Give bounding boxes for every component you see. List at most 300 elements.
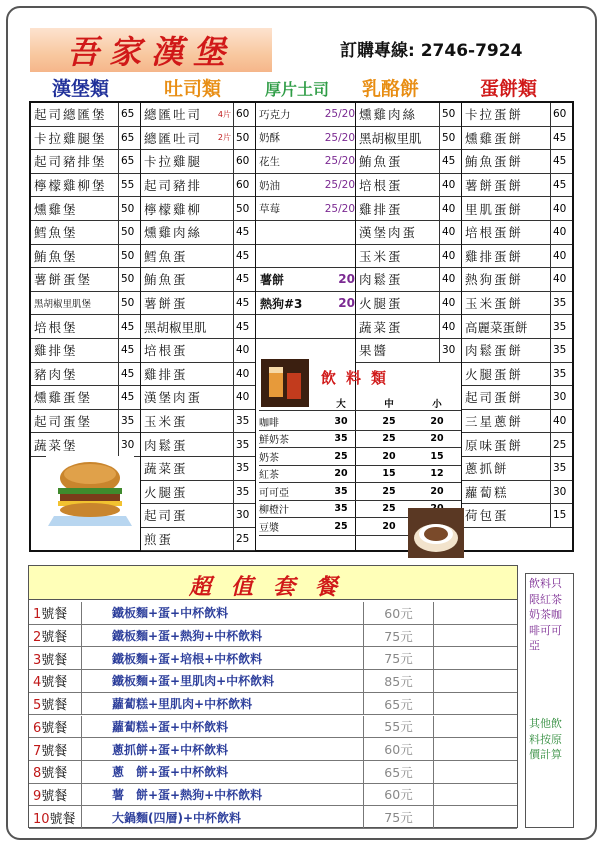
shop-name: 吾家漢堡: [66, 33, 235, 71]
menu-row: [256, 103, 355, 127]
set-meal-description: 蔥抓餅+蛋+中杯飲料: [81, 738, 363, 760]
item-name: 漢堡肉蛋: [359, 225, 418, 241]
menu-row: [141, 315, 255, 339]
menu-row: [31, 292, 140, 316]
menu-row: [141, 410, 255, 434]
item-price: 50: [233, 127, 255, 150]
menu-row: [141, 103, 255, 127]
item-name: 培根蛋餅: [465, 225, 524, 241]
item-name: 黑胡椒里肌: [144, 319, 207, 335]
category-toast: 吐司類: [164, 78, 222, 100]
beverage-size-label: 中: [384, 398, 394, 410]
item-price: 35: [118, 410, 140, 433]
category-burgers: 漢堡類: [52, 78, 110, 100]
item-name: 黑胡椒里肌: [359, 130, 422, 146]
beverage-row: [259, 448, 461, 466]
beverage-name: 鮮奶茶: [259, 435, 289, 447]
set-meal-index: 9: [33, 788, 42, 804]
item-name: 蘿蔔糕: [465, 484, 509, 500]
set-meal-index: 10: [33, 811, 50, 827]
beverage-price: 25: [382, 433, 396, 445]
beverage-price: 25: [382, 503, 396, 515]
item-price: 45: [233, 292, 255, 315]
beverage-price: 20: [382, 520, 396, 532]
beverage-price: 25: [334, 450, 348, 462]
set-meal-unit: 號餐: [41, 720, 68, 736]
item-name: 鱈魚堡: [34, 225, 78, 241]
set-meal-price: 75元: [363, 647, 433, 669]
item-name: 起司蛋堡: [34, 414, 93, 430]
set-meal-row: [29, 784, 517, 807]
set-meal-price: 60元: [363, 784, 433, 806]
item-price: 30: [439, 339, 461, 362]
item-price: 60: [233, 150, 255, 173]
menu-row: [31, 410, 140, 434]
item-price: 35: [233, 481, 255, 504]
item-name: 蔬菜蛋: [359, 319, 403, 335]
item-price: 45: [118, 315, 140, 338]
set-meal-index: 7: [33, 743, 42, 759]
menu-row: [141, 245, 255, 269]
item-note: 2片: [217, 133, 231, 143]
beverage-row: [259, 483, 461, 501]
item-name: 燻雞堡: [34, 201, 78, 217]
menu-row: [141, 127, 255, 151]
set-meal-unit: 號餐: [41, 698, 68, 714]
item-name: 總匯吐司: [144, 107, 203, 123]
set-meal-title: 超值套餐: [189, 575, 358, 600]
menu-row: [31, 433, 140, 457]
item-price: 40: [439, 245, 461, 268]
set-meal-unit: 號餐: [41, 652, 68, 668]
item-price: 35: [550, 457, 572, 480]
beverage-name: 咖啡: [259, 417, 279, 429]
menu-row: [462, 433, 572, 457]
menu-row: [356, 245, 461, 269]
beverage-price: 20: [430, 433, 444, 445]
item-name: 卡拉雞腿堡: [34, 130, 107, 146]
item-note: 4片: [217, 109, 231, 119]
item-name: 蔬菜蛋: [144, 461, 188, 477]
shop-name-banner: [30, 28, 272, 72]
item-price: 20: [338, 296, 355, 311]
menu-row: [256, 268, 355, 292]
item-price: 45: [118, 386, 140, 409]
menu-row: [141, 339, 255, 363]
beverage-price: 35: [334, 503, 348, 515]
item-name: 火腿蛋: [144, 484, 188, 500]
beverage-size-label: 大: [336, 398, 346, 410]
menu-row: [256, 127, 355, 151]
drink-limit-note: 飲料只限紅茶奶茶咖啡可可亞: [529, 577, 562, 652]
item-name: 薯餅蛋餅: [465, 178, 524, 194]
set-meal-blank: [433, 761, 517, 783]
item-name: 鮪魚蛋: [144, 272, 188, 288]
set-meal-blank: [433, 602, 517, 624]
item-price: 25/20: [324, 202, 355, 215]
menu-row: [31, 174, 140, 198]
menu-row: [462, 386, 572, 410]
item-name: 雞排蛋: [359, 201, 403, 217]
set-meal-description: 鐵板麵+蛋+培根+中杯飲料: [81, 647, 363, 669]
menu-row: [256, 197, 355, 221]
beverage-name: 豆漿: [259, 522, 279, 534]
set-meal-row: [29, 806, 517, 829]
set-meal-header: [29, 566, 517, 600]
menu-row: [256, 174, 355, 198]
item-price: 45: [118, 363, 140, 386]
beverage-price: 25: [334, 520, 348, 532]
menu-row: [141, 504, 255, 528]
item-price: 45: [118, 339, 140, 362]
item-name: 卡拉雞腿: [144, 154, 203, 170]
item-name: 起司蛋餅: [465, 390, 524, 406]
item-price: 35: [550, 315, 572, 338]
menu-row: [356, 339, 461, 363]
item-price: 45: [233, 315, 255, 338]
item-name: 檸檬雞柳堡: [34, 178, 107, 194]
egg-pancake-column: [462, 103, 572, 550]
item-name: 燻雞蛋餅: [465, 130, 524, 146]
set-meal-description: 鐵板麵+蛋+中杯飲料: [81, 602, 363, 624]
menu-row: [462, 127, 572, 151]
item-name: 雞排蛋: [144, 366, 188, 382]
item-price: 40: [439, 315, 461, 338]
menu-row: [31, 197, 140, 221]
item-name: 薯餅: [260, 272, 285, 287]
menu-row: [462, 103, 572, 127]
beverage-name: 柳橙汁: [259, 505, 289, 517]
menu-row: [31, 103, 140, 127]
item-price: 25/20: [324, 131, 355, 144]
set-meal-row: [29, 761, 517, 784]
item-name: 鮪魚蛋: [359, 154, 403, 170]
menu-row: [462, 197, 572, 221]
beverage-header: [259, 361, 471, 395]
menu-row: [31, 339, 140, 363]
set-meal-index: 3: [33, 652, 42, 668]
set-meal-note: [525, 573, 574, 828]
item-price: 45: [439, 150, 461, 173]
item-name: 荷包蛋: [465, 508, 509, 524]
menu-row: [462, 268, 572, 292]
menu-row: [141, 528, 255, 552]
item-name: 起司豬排堡: [34, 154, 107, 170]
category-egg-pancake: 蛋餅類: [480, 78, 538, 100]
menu-row: [31, 386, 140, 410]
item-price: 40: [233, 386, 255, 409]
item-name: 起司豬排: [144, 178, 203, 194]
item-price: 35: [233, 457, 255, 480]
burger-image: [46, 456, 134, 530]
item-name: 鮪魚堡: [34, 248, 78, 264]
item-name: 煎蛋: [144, 532, 174, 548]
item-name: 奶酥: [259, 132, 280, 145]
item-name: 熱狗#3: [260, 296, 303, 311]
menu-row: [356, 315, 461, 339]
menu-row: [462, 363, 572, 387]
item-price: 25/20: [324, 108, 355, 121]
item-name: 燻雞肉絲: [359, 107, 418, 123]
menu-row: [31, 150, 140, 174]
beverage-price: 25: [382, 415, 396, 427]
menu-row: [31, 268, 140, 292]
set-meal-price: 55元: [363, 716, 433, 738]
item-price: 65: [118, 150, 140, 173]
set-meal-unit: 號餐: [41, 788, 68, 804]
set-meal-index: 2: [33, 630, 42, 646]
set-meal-description: 大鍋麵(四層)+中杯飲料: [81, 806, 363, 828]
beverage-price: 35: [334, 485, 348, 497]
item-price: 65: [118, 103, 140, 126]
item-name: 總匯吐司: [144, 130, 203, 146]
menu-row: [256, 221, 355, 245]
set-meal-blank: [433, 625, 517, 647]
item-name: 火腿蛋: [359, 296, 403, 312]
item-name: 高麗菜蛋餅: [465, 319, 528, 335]
menu-row: [141, 457, 255, 481]
set-meal-row: [29, 716, 517, 739]
set-meal-blank: [433, 738, 517, 760]
menu-row: [462, 504, 572, 528]
beverage-price: 25: [382, 485, 396, 497]
item-name: 三星蔥餅: [465, 414, 524, 430]
item-price: 60: [233, 174, 255, 197]
item-name: 肉鬆蛋餅: [465, 343, 524, 359]
item-price: 50: [118, 292, 140, 315]
item-name: 果醬: [359, 343, 389, 359]
item-name: 培根蛋: [144, 343, 188, 359]
item-name: 肉鬆蛋: [359, 272, 403, 288]
set-meal-index: 6: [33, 720, 42, 736]
set-meal-row: [29, 670, 517, 693]
set-meal-index: 8: [33, 766, 42, 782]
set-meal-unit: 號餐: [49, 811, 76, 827]
menu-row: [141, 433, 255, 457]
set-meal-price: 85元: [363, 670, 433, 692]
item-price: 35: [550, 339, 572, 362]
item-name: 黑胡椒里肌堡: [34, 299, 92, 311]
item-price: 50: [118, 221, 140, 244]
item-name: 豬肉堡: [34, 366, 78, 382]
set-meal-number: [29, 717, 81, 736]
item-price: 50: [118, 245, 140, 268]
beverage-price: 20: [334, 468, 348, 480]
item-price: 50: [118, 197, 140, 220]
set-meal-number: [29, 762, 81, 781]
set-meal-description: 薯 餅+蛋+熱狗+中杯飲料: [81, 784, 363, 806]
item-price: 35: [233, 410, 255, 433]
item-price: 50: [439, 127, 461, 150]
item-name: 玉米蛋: [359, 248, 403, 264]
item-price: 60: [550, 103, 572, 126]
set-meal-blank: [433, 716, 517, 738]
menu-row: [462, 339, 572, 363]
item-name: 鮪魚蛋餅: [465, 154, 524, 170]
set-meal-index: 4: [33, 675, 42, 691]
item-price: 40: [550, 268, 572, 291]
menu-row: [141, 292, 255, 316]
set-meal-number: [29, 808, 81, 827]
item-price: 25/20: [324, 179, 355, 192]
menu-row: [256, 150, 355, 174]
item-price: 45: [233, 221, 255, 244]
set-meal-blank: [433, 784, 517, 806]
set-meal-description: 鐵板麵+蛋+里肌肉+中杯飲料: [81, 670, 363, 692]
item-name: 薯餅蛋堡: [34, 272, 93, 288]
beverage-name: 可可亞: [259, 487, 289, 499]
item-price: 35: [550, 363, 572, 386]
item-name: 漢堡肉蛋: [144, 390, 203, 406]
set-meal-row: [29, 647, 517, 670]
item-price: 40: [439, 268, 461, 291]
menu-row: [141, 481, 255, 505]
item-name: 火腿蛋餅: [465, 366, 524, 382]
menu-row: [356, 150, 461, 174]
beverage-row: [259, 413, 461, 431]
item-price: 45: [550, 127, 572, 150]
menu-row: [31, 363, 140, 387]
item-name: 培根蛋: [359, 178, 403, 194]
item-name: 熱狗蛋餅: [465, 272, 524, 288]
set-meal-table: [28, 565, 518, 828]
item-price: 40: [233, 339, 255, 362]
set-meal-blank: [433, 806, 517, 828]
item-name: 燻雞蛋堡: [34, 390, 93, 406]
set-meal-unit: 號餐: [41, 743, 68, 759]
beverage-size-label: 小: [432, 398, 442, 410]
item-name: 薯餅蛋: [144, 296, 188, 312]
set-meal-blank: [433, 693, 517, 715]
set-meal-index: 5: [33, 698, 42, 714]
item-price: 40: [439, 197, 461, 220]
item-name: 草莓: [259, 203, 280, 216]
beverage-row: [259, 466, 461, 484]
set-meal-description: 蔥 餅+蛋+中杯飲料: [81, 761, 363, 783]
set-meal-number: [29, 740, 81, 759]
menu-row: [141, 174, 255, 198]
set-meal-number: [29, 671, 81, 690]
menu-row: [356, 197, 461, 221]
set-meal-row: [29, 693, 517, 716]
item-name: 卡拉蛋餅: [465, 107, 524, 123]
item-name: 蔥抓餅: [465, 461, 509, 477]
menu-row: [31, 221, 140, 245]
beverage-name: 紅茶: [259, 470, 279, 482]
menu-row: [462, 410, 572, 434]
item-price: 25/20: [324, 155, 355, 168]
menu-row: [256, 315, 355, 339]
item-name: 肉鬆蛋: [144, 437, 188, 453]
set-meal-unit: 號餐: [41, 630, 68, 646]
item-price: 30: [118, 433, 140, 456]
item-price: 55: [118, 174, 140, 197]
beverage-price: 15: [382, 468, 396, 480]
item-price: 40: [550, 410, 572, 433]
item-price: 40: [439, 174, 461, 197]
menu-row: [462, 174, 572, 198]
item-price: 50: [118, 268, 140, 291]
item-price: 15: [550, 504, 572, 527]
item-price: 35: [233, 433, 255, 456]
menu-row: [462, 221, 572, 245]
menu-row: [356, 292, 461, 316]
item-price: 40: [439, 221, 461, 244]
item-name: 奶油: [259, 179, 280, 192]
beverage-name: 奶茶: [259, 452, 279, 464]
beverage-price: 30: [334, 415, 348, 427]
set-meal-row: [29, 602, 517, 625]
menu-row: [256, 292, 355, 316]
beverage-price: 15: [430, 450, 444, 462]
set-meal-row: [29, 625, 517, 648]
set-meal-description: 蘿蔔糕+里肌肉+中杯飲料: [81, 693, 363, 715]
item-name: 原味蛋餅: [465, 437, 524, 453]
item-name: 檸檬雞柳: [144, 201, 203, 217]
item-price: 45: [233, 268, 255, 291]
menu-row: [31, 127, 140, 151]
item-name: 玉米蛋: [144, 414, 188, 430]
item-price: 30: [233, 504, 255, 527]
menu-row: [462, 315, 572, 339]
beverage-price: 20: [430, 485, 444, 497]
item-price: 40: [550, 197, 572, 220]
set-meal-price: 65元: [363, 761, 433, 783]
phone-number: 訂購專線: 2746-7924: [340, 41, 523, 61]
item-price: 35: [550, 292, 572, 315]
menu-row: [141, 150, 255, 174]
menu-row: [462, 150, 572, 174]
set-meal-description: 鐵板麵+蛋+熱狗+中杯飲料: [81, 625, 363, 647]
menu-row: [356, 127, 461, 151]
beverage-price: 35: [334, 433, 348, 445]
item-price: 45: [550, 150, 572, 173]
item-name: 巧克力: [259, 108, 291, 121]
menu-row: [462, 245, 572, 269]
item-price: 65: [118, 127, 140, 150]
coffee-image: [408, 508, 464, 558]
other-drink-note: 其他飲料按原價計算: [529, 717, 562, 761]
item-price: 40: [550, 221, 572, 244]
menu-row: [31, 245, 140, 269]
beverage-price: 20: [382, 450, 396, 462]
menu-row: [256, 245, 355, 269]
set-meal-price: 75元: [363, 625, 433, 647]
item-name: 起司蛋: [144, 508, 188, 524]
item-price: 30: [550, 481, 572, 504]
item-price: 20: [338, 272, 355, 287]
item-price: 25: [233, 528, 255, 551]
item-name: 培根堡: [34, 319, 78, 335]
menu-row: [141, 386, 255, 410]
item-price: 40: [233, 363, 255, 386]
set-meal-unit: 號餐: [41, 607, 68, 623]
beverage-row: [259, 431, 461, 449]
menu-row: [356, 221, 461, 245]
item-price: 40: [550, 245, 572, 268]
set-meal-index: 1: [33, 607, 42, 623]
item-price: 45: [550, 174, 572, 197]
item-price: 50: [233, 197, 255, 220]
menu-row: [462, 457, 572, 481]
item-name: 花生: [259, 155, 280, 168]
item-price: 40: [439, 292, 461, 315]
set-meal-price: 60元: [363, 602, 433, 624]
item-name: 雞排蛋餅: [465, 248, 524, 264]
menu-row: [141, 363, 255, 387]
beverage-title: 飲料類: [321, 369, 397, 387]
item-price: 50: [439, 103, 461, 126]
